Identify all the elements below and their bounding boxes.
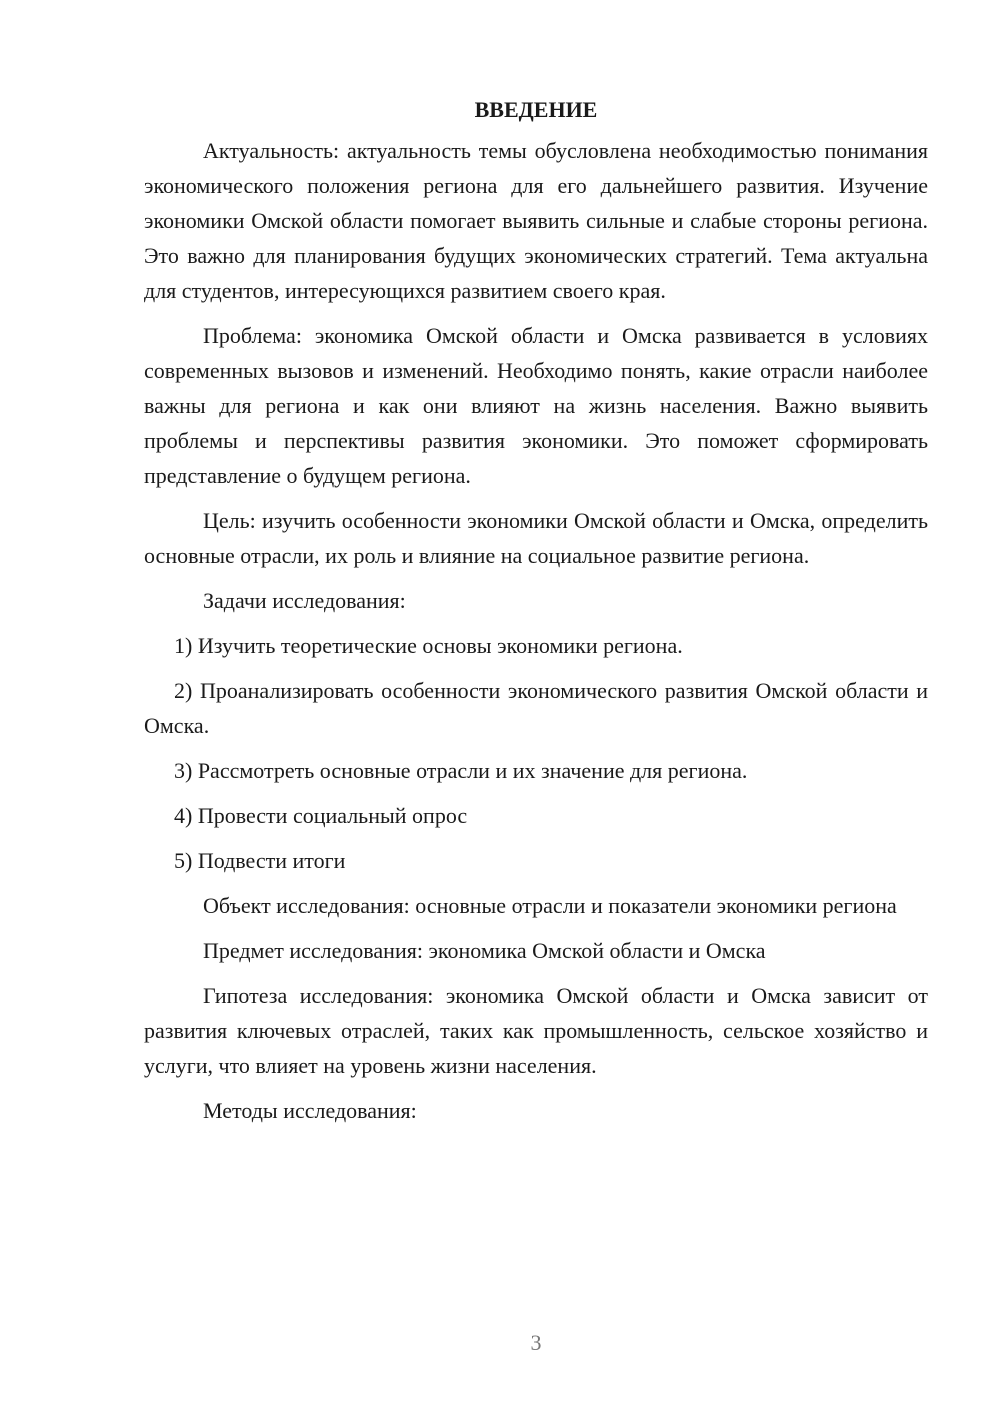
- task-item: 2) Проанализировать особенности экономического развития Омской области и Омска.: [144, 678, 928, 738]
- page-number: 3: [530, 1330, 542, 1355]
- task-item: 3) Рассмотреть основные отрасли и их значение для региона.: [174, 758, 748, 783]
- subject-paragraph: Предмет исследования: экономика Омской области и Омска: [203, 938, 766, 963]
- problem-paragraph: Проблема: экономика Омской области и Омска развивается в условиях современных вызовов и изменений. Необходимо понять, какие отрасли наиболее важны для региона и как они влияют на жизнь населения. Важно выявить проблемы и перспективы развития экономики. Это поможет сформировать представление о будущем региона.: [144, 323, 928, 488]
- task-item: 1) Изучить теоретические основы экономики региона.: [174, 633, 683, 658]
- goal-paragraph: Цель: изучить особенности экономики Омской области и Омска, определить основные отрасли, их роль и влияние на социальное развитие региона.: [144, 508, 928, 568]
- methods-heading: Методы исследования:: [203, 1098, 417, 1123]
- relevance-paragraph: Актуальность: актуальность темы обусловлена необходимостью понимания экономического положения региона для его дальнейшего развития. Изучение экономики Омской области помогает выявить сильные и слабые стороны региона. Это важно для планирования будущих экономических стратегий. Тема актуальна для студентов, интересующихся развитием своего края.: [144, 138, 928, 303]
- section-title: ВВЕДЕНИЕ: [474, 97, 598, 122]
- page-content: [144, 92, 928, 1138]
- task-item: 5) Подвести итоги: [174, 848, 346, 873]
- hypothesis-paragraph: Гипотеза исследования: экономика Омской области и Омска зависит от развития ключевых отраслей, таких как промышленность, сельское хозяйство и услуги, что влияет на уровень жизни населения.: [144, 983, 928, 1078]
- task-item: 4) Провести социальный опрос: [174, 803, 468, 828]
- object-paragraph: Объект исследования: основные отрасли и показатели экономики региона: [203, 893, 897, 918]
- tasks-heading: Задачи исследования:: [203, 588, 406, 613]
